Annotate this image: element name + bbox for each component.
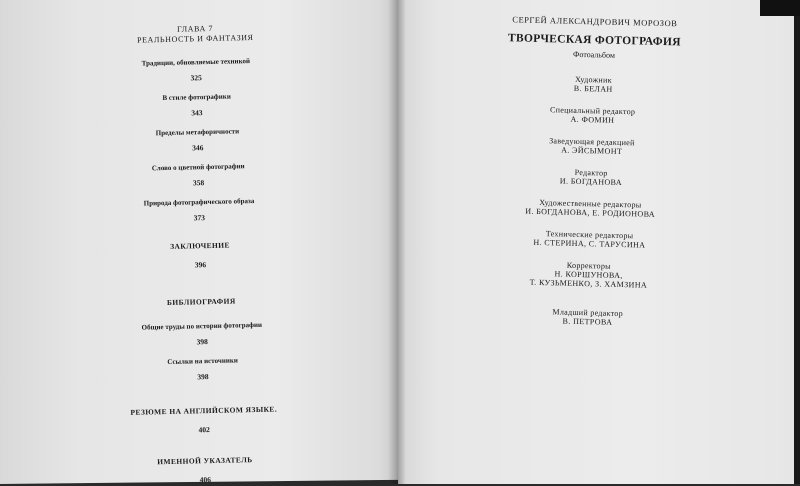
credit-entry [497, 135, 687, 158]
credit-entry [494, 228, 684, 251]
toc-bibliography [126, 296, 276, 308]
credit-role: Художник [574, 74, 612, 85]
credit-entry [498, 73, 688, 96]
credit-role: Технические редакторы [545, 229, 634, 241]
colophon [492, 14, 690, 342]
credit-role: Специальный редактор [549, 105, 636, 117]
credit-entry [497, 104, 687, 127]
credit-entry [493, 259, 684, 291]
credit-entry [496, 166, 686, 189]
toc-entry [121, 57, 272, 85]
toc-entry [127, 321, 278, 349]
credit-name: И. БОГДАНОВА [559, 176, 623, 188]
toc-entry [128, 356, 279, 384]
credit-entry [495, 197, 685, 220]
credit-name: В. ПЕТРОВА [562, 316, 613, 327]
toc-entry-page: 373 [193, 213, 206, 223]
toc-section-label: ЗАКЛЮЧЕНИЕ [170, 240, 230, 251]
book-gutter [388, 0, 406, 484]
credit-role: Корректоры [566, 260, 611, 271]
toc-entry [122, 92, 273, 120]
toc-entry-label: Пределы метафоричности [155, 127, 240, 138]
background-edge-side [794, 16, 800, 484]
table-of-contents [120, 23, 280, 486]
toc-conclusion [125, 240, 276, 271]
toc-entry-label: Слово о цветной фотографии [151, 162, 245, 173]
book-subtitle: Фотоальбом [572, 49, 616, 60]
toc-section-page: 396 [194, 260, 207, 270]
toc-summary [129, 404, 280, 435]
chapter-number: ГЛАВА 7 [176, 23, 214, 34]
author-name: СЕРГЕЙ АЛЕКСАНДРОВИЧ МОРОЗОВ [512, 14, 678, 29]
toc-section-page: 406 [199, 475, 212, 485]
credit-name: В. БЕЛАН [573, 83, 613, 94]
credit-name: Н. СТЕРИНА, С. ТАРУСИНА [533, 237, 646, 250]
credit-name: Н. КОРШУНОВА, [554, 269, 623, 281]
book-title: ТВОРЧЕСКАЯ ФОТОГРАФИЯ [507, 32, 681, 49]
toc-entry-page: 398 [197, 372, 209, 382]
toc-index [130, 454, 281, 485]
toc-entry-label: Природа фотографического образа [143, 196, 255, 208]
toc-entry-label: Ссылки на источники [167, 356, 239, 367]
toc-entry-label: Традиции, обновляемые техникой [141, 57, 251, 68]
credit-role: Младший редактор [552, 307, 624, 319]
toc-entry-page: 346 [192, 143, 204, 153]
toc-entry-page: 358 [192, 178, 205, 188]
toc-entry [122, 127, 273, 155]
credit-role: Заведующая редакцией [549, 136, 635, 148]
toc-section-page: 402 [198, 425, 210, 435]
credit-name: И. БОГДАНОВА, Е. РОДИОНОВА [525, 206, 656, 219]
toc-entry-page: 343 [191, 108, 203, 118]
credit-name: Т. КУЗЬМЕНКО, З. ХАМЗИНА [529, 277, 648, 290]
toc-entry-page: 325 [190, 73, 202, 83]
toc-entry-page: 398 [196, 337, 208, 347]
credit-role: Редактор [574, 167, 608, 178]
credit-role: Художественные редакторы [539, 198, 642, 210]
toc-section-label: РЕЗЮМЕ НА АНГЛИЙСКОМ ЯЗЫКЕ. [130, 404, 278, 417]
chapter-title: РЕАЛЬНОСТЬ И ФАНТАЗИЯ [136, 32, 254, 45]
toc-section-label: БИБЛИОГРАФИЯ [166, 296, 236, 308]
credit-entry [492, 306, 682, 329]
toc-entry-label: В стиле фотографики [162, 92, 231, 103]
toc-section-label: ИМЕННОЙ УКАЗАТЕЛЬ [157, 455, 253, 467]
background-edge [760, 0, 800, 16]
toc-entry [123, 162, 274, 190]
toc-entry-label: Общие труды по истории фотографии [141, 320, 263, 332]
credit-name: А. ЭЙСЫМОНТ [561, 145, 623, 157]
toc-entry [124, 197, 275, 225]
credit-name: А. ФОМИН [570, 114, 615, 125]
